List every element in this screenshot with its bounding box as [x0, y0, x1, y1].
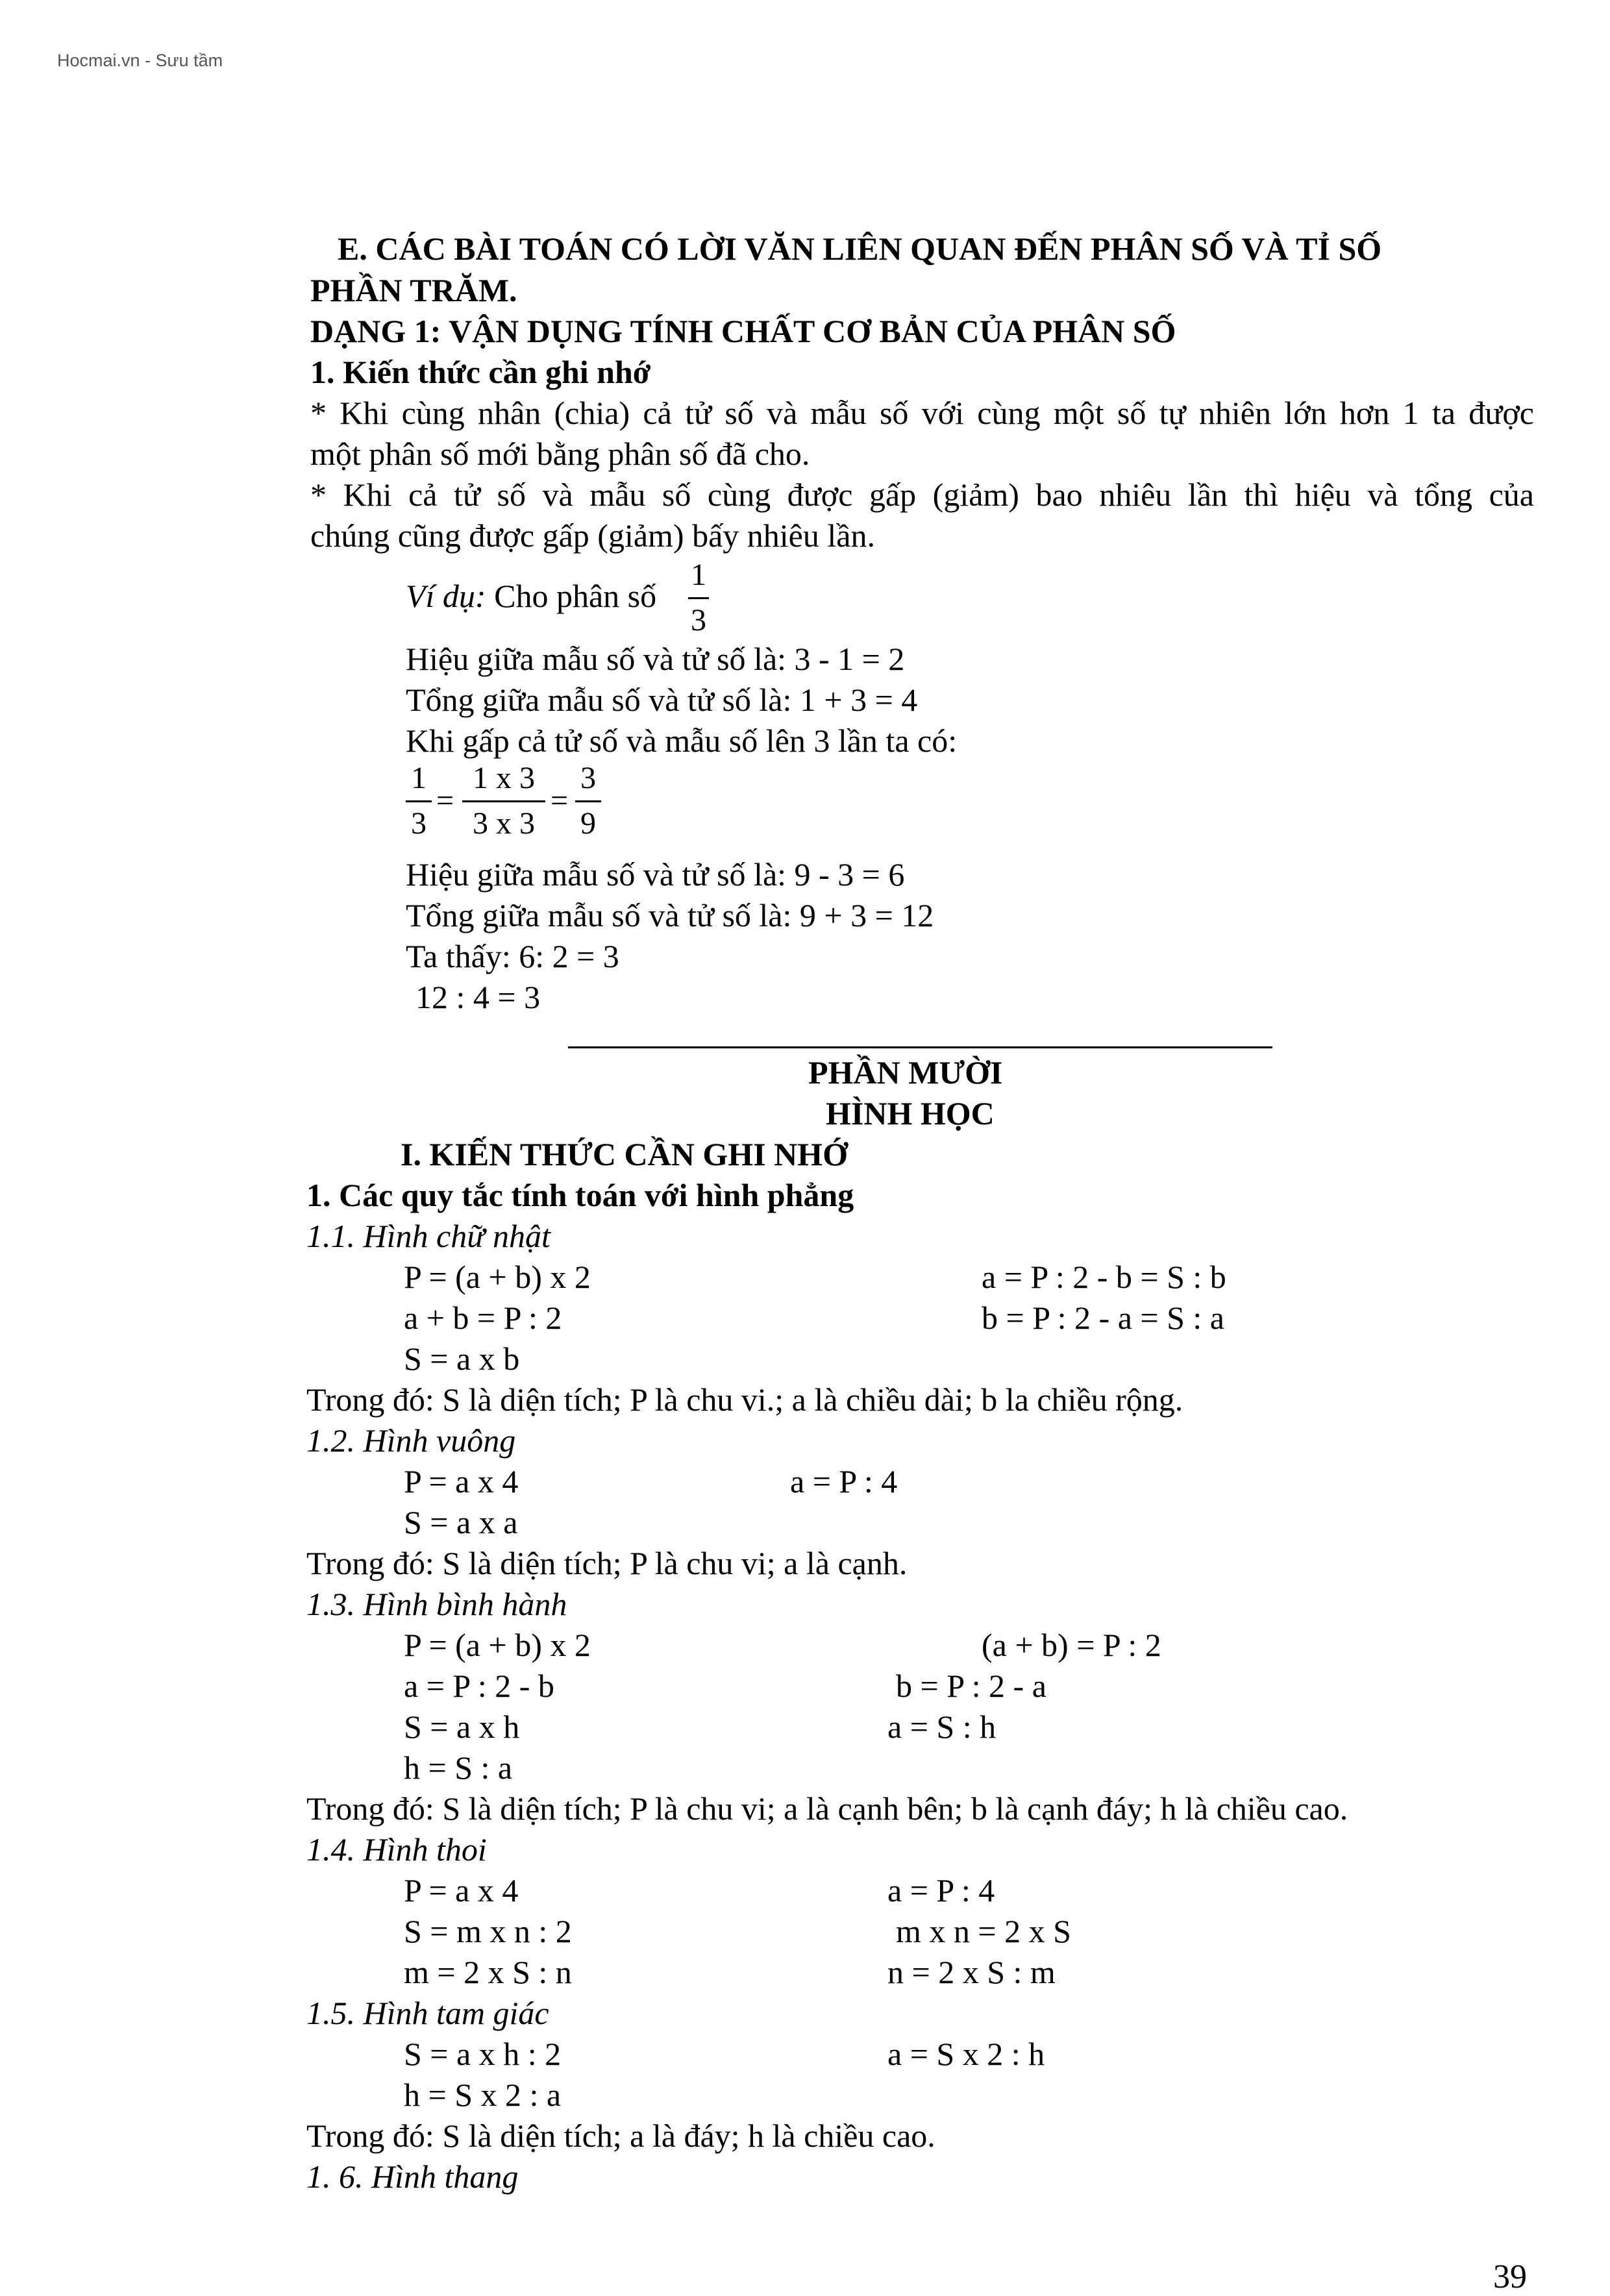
- square-heading: 1.2. Hình vuông: [306, 1422, 516, 1459]
- parallelogram-heading: 1.3. Hình bình hành: [306, 1586, 567, 1622]
- formula: a = P : 2 - b: [404, 1668, 554, 1704]
- formula: P = a x 4: [404, 1872, 519, 1908]
- fraction-bar: [575, 800, 601, 802]
- formula: S = a x a: [404, 1504, 518, 1540]
- rule-paragraph-1: * Khi cùng nhân (chia) cả tử số và mẫu số với cùng một số tự nhiên lớn hơn 1 ta được: [310, 395, 1534, 431]
- formula: h = S x 2 : a: [404, 2077, 562, 2113]
- observation-line-2: 12 : 4 = 3: [415, 979, 541, 1015]
- part-title: PHẦN MƯỜI: [808, 1054, 1003, 1091]
- formula: P = a x 4: [404, 1463, 519, 1500]
- page-number: 39: [1493, 2258, 1527, 2295]
- rectangle-heading: 1.1. Hình chữ nhật: [306, 1218, 551, 1254]
- formula: a = P : 4: [790, 1463, 898, 1500]
- example-line: [406, 580, 656, 612]
- example-fraction: [688, 560, 709, 637]
- knowledge-heading-geometry: I. KIẾN THỨC CẦN GHI NHỚ: [401, 1136, 848, 1172]
- equals-sign: =: [551, 784, 569, 818]
- observation-line: Ta thấy: 6: 2 = 3: [406, 938, 619, 974]
- formula: n = 2 x S : m: [887, 1954, 1056, 1990]
- section-title-cont: PHẦN TRĂM.: [310, 272, 517, 308]
- formula: a + b = P : 2: [404, 1300, 562, 1336]
- equation-fraction-1: [406, 763, 432, 841]
- equation-fraction-2: [462, 763, 545, 841]
- sum-line-2: Tổng giữa mẫu số và tử số là: 9 + 3 = 12: [406, 897, 934, 933]
- formula: S = a x b: [404, 1340, 520, 1377]
- rules-heading: 1. Các quy tắc tính toán với hình phẳng: [306, 1177, 854, 1213]
- square-note: Trong đó: S là diện tích; P là chu vi; a là cạnh.: [306, 1545, 908, 1581]
- fraction-numerator: 1: [411, 761, 427, 795]
- equation-fraction-3: [575, 763, 601, 841]
- formula: h = S : a: [404, 1749, 513, 1786]
- formula: m x n = 2 x S: [896, 1913, 1071, 1949]
- formula: P = (a + b) x 2: [404, 1627, 591, 1663]
- rule-paragraph-2-cont: chúng cũng được gấp (giảm) bấy nhiêu lần.: [310, 517, 875, 554]
- rectangle-note: Trong đó: S là diện tích; P là chu vi.; a là chiều dài; b la chiều rộng.: [306, 1381, 1183, 1418]
- knowledge-heading: 1. Kiến thức cần ghi nhớ: [310, 354, 651, 390]
- rule-paragraph-2: * Khi cả tử số và mẫu số cùng được gấp (giảm) bao nhiêu lần thì hiệu và tổng của: [310, 476, 1534, 513]
- section-divider: [568, 1046, 1272, 1048]
- fraction-numerator: 3: [580, 761, 596, 795]
- formula: a = P : 4: [887, 1872, 995, 1908]
- part-subtitle: HÌNH HỌC: [826, 1095, 995, 1131]
- formula: b = P : 2 - a: [896, 1668, 1046, 1704]
- rule-paragraph-1-cont: một phân số mới bằng phân số đã cho.: [310, 436, 810, 472]
- formula: S = a x h : 2: [404, 2036, 562, 2072]
- difference-line-1: Hiệu giữa mẫu số và tử số là: 3 - 1 = 2: [406, 641, 905, 677]
- formula: m = 2 x S : n: [404, 1954, 572, 1990]
- equals-sign: =: [436, 784, 454, 818]
- formula: S = a x h: [404, 1709, 520, 1745]
- formula: (a + b) = P : 2: [982, 1627, 1161, 1663]
- fraction-bar: [462, 800, 545, 802]
- multiply-intro: Khi gấp cả tử số và mẫu số lên 3 lần ta có:: [406, 722, 958, 759]
- example-label: Ví dụ:: [406, 578, 486, 614]
- fraction-denominator: 3: [691, 603, 706, 637]
- rhombus-heading: 1.4. Hình thoi: [306, 1831, 487, 1868]
- sum-line-1: Tổng giữa mẫu số và tử số là: 1 + 3 = 4: [406, 682, 918, 718]
- fraction-denominator: 3: [411, 806, 427, 841]
- trapezoid-heading: 1. 6. Hình thang: [306, 2158, 519, 2195]
- formula: a = S x 2 : h: [887, 2036, 1045, 2072]
- fraction-denominator: 3 x 3: [473, 806, 535, 841]
- formula: S = m x n : 2: [404, 1913, 572, 1949]
- triangle-note: Trong đó: S là diện tích; a là đáy; h là chiều cao.: [306, 2117, 935, 2154]
- fraction-numerator: 1 x 3: [473, 761, 535, 795]
- parallelogram-note: Trong đó: S là diện tích; P là chu vi; a là cạnh bên; b là cạnh đáy; h là chiều cao.: [306, 1790, 1348, 1827]
- example-text: Cho phân số: [486, 578, 657, 614]
- fraction-bar: [406, 800, 432, 802]
- section-title: E. CÁC BÀI TOÁN CÓ LỜI VĂN LIÊN QUAN ĐẾN PHÂN SỐ VÀ TỈ SỐ: [338, 230, 1382, 267]
- fraction-denominator: 9: [580, 806, 596, 841]
- formula: a = S : h: [887, 1709, 997, 1745]
- formula: b = P : 2 - a = S : a: [982, 1300, 1224, 1336]
- fraction-bar: [688, 597, 709, 599]
- triangle-heading: 1.5. Hình tam giác: [306, 1995, 549, 2031]
- formula: a = P : 2 - b = S : b: [982, 1259, 1226, 1295]
- dang1-heading: DẠNG 1: VẬN DỤNG TÍNH CHẤT CƠ BẢN CỦA PHÂN SỐ: [310, 313, 1176, 349]
- watermark: Hocmai.vn - Sưu tầm: [57, 51, 223, 70]
- formula: P = (a + b) x 2: [404, 1259, 591, 1295]
- difference-line-2: Hiệu giữa mẫu số và tử số là: 9 - 3 = 6: [406, 856, 905, 893]
- fraction-numerator: 1: [691, 558, 706, 592]
